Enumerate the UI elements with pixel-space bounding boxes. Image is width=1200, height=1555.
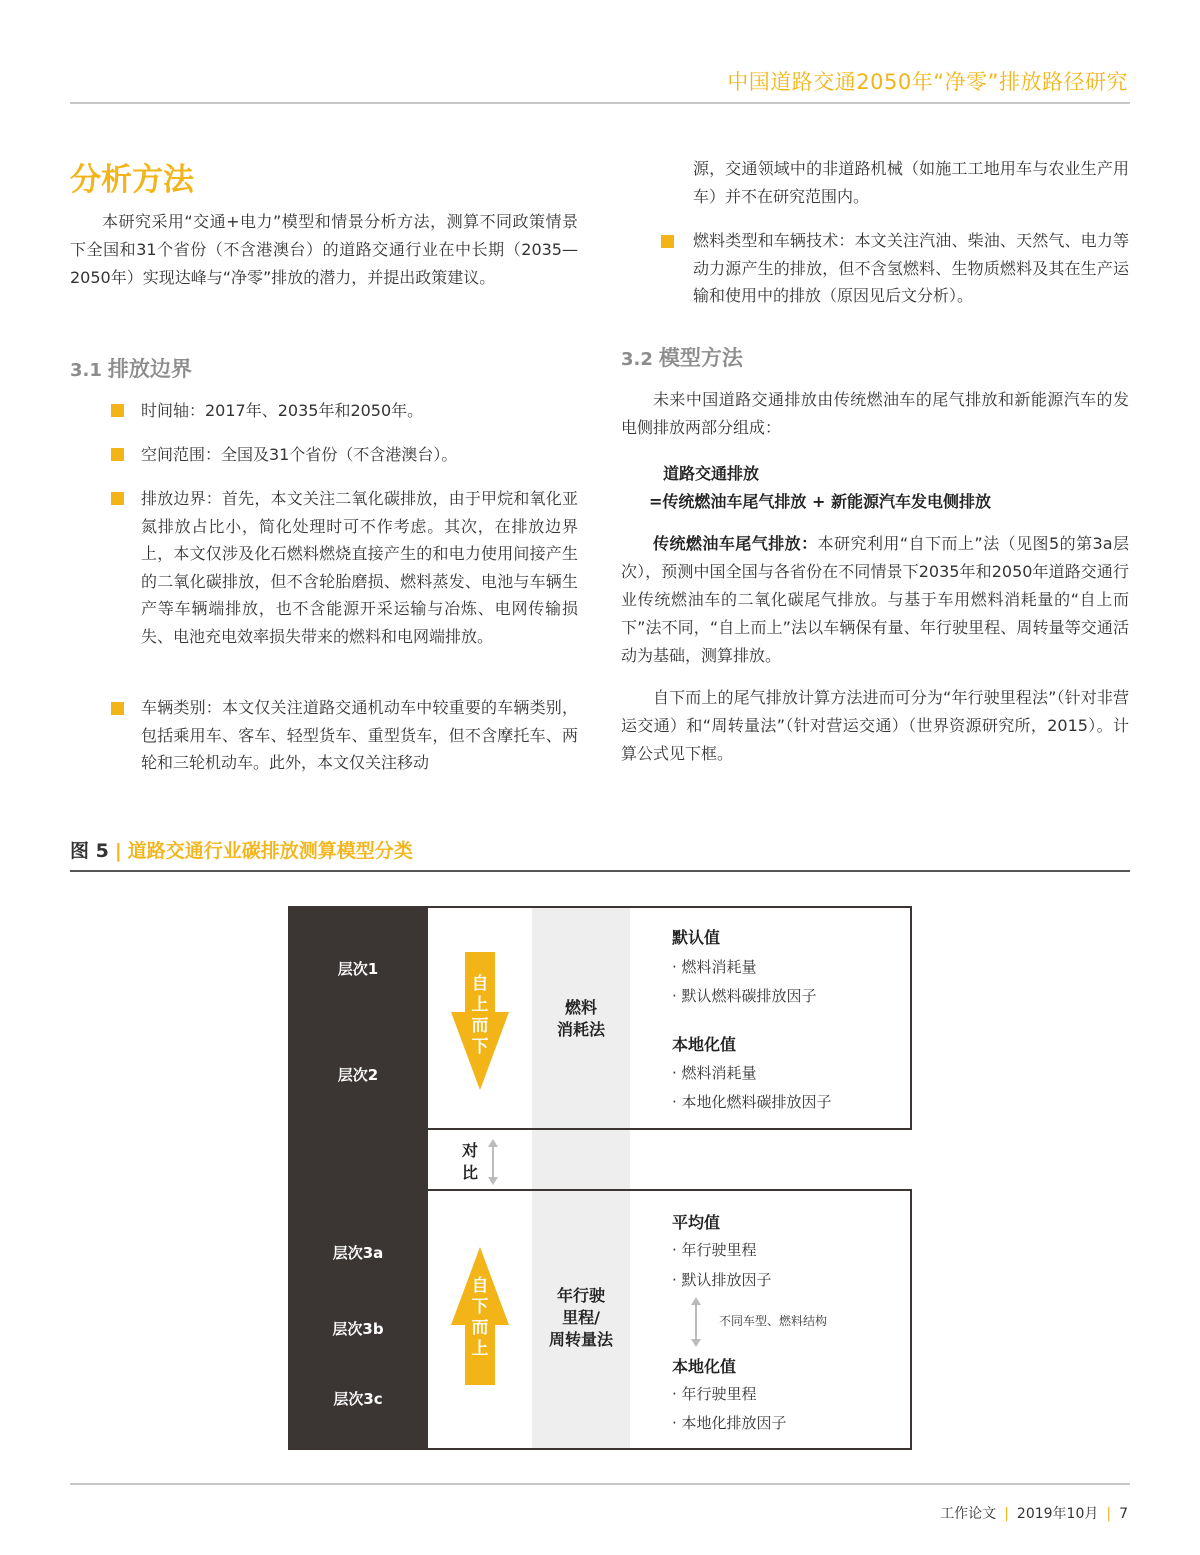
model-paragraph-2-text: 本研究利用“自下而上”法（见图5的第3a层次），预测中国全国与各省份在不同情景下2035年和2050年道路交通行业传统燃油车的二氧化碳尾气排放。与基于车用燃料消耗量的“自上而下”法不同，“自上而上”法以车辆保有量、年行驶里程、周转量等交通活动为基础，测算排放。 — [621, 534, 1129, 665]
bullet-marker — [661, 235, 674, 248]
subsection-number: 3.2 — [621, 349, 653, 370]
localized-value-title-bottom: 本地化值 — [672, 1357, 737, 1376]
model-paragraph-2 — [621, 530, 1129, 670]
localized-value-title: 本地化值 — [672, 1035, 737, 1054]
value-item: · 默认燃料碳排放因子 — [672, 987, 817, 1005]
section-title: 分析方法 — [70, 162, 194, 198]
formula-line-2: =传统燃油车尾气排放 + 新能源汽车发电侧排放 — [649, 492, 991, 511]
bullet-fuel-technology: 燃料类型和车辆技术：本文关注汽油、柴油、天然气、电力等动力源产生的排放，但不含氢燃料、生物质燃料及其在生产运输和使用中的排放（原因见后文分析）。 — [693, 231, 1129, 305]
value-item: · 燃料消耗量 — [672, 958, 757, 976]
bullet-continuation: 源，交通领域中的非道路机械（如施工工地用车与农业生产用车）并不在研究范围内。 — [693, 159, 1129, 206]
footer-separator: | — [1106, 1506, 1112, 1522]
figure-caption — [70, 836, 413, 863]
bullet-marker — [111, 702, 124, 715]
formula-line-1: 道路交通排放 — [663, 464, 760, 483]
model-paragraph-2-lead: 传统燃油车尾气排放： — [653, 534, 818, 553]
header-rule — [70, 102, 1130, 104]
level-3c-label: 层次3c — [333, 1390, 383, 1408]
mileage-turnover-method-label: 年行驶 里程/ 周转量法 — [548, 1286, 613, 1349]
intro-paragraph: 本研究采用“交通+电力”模型和情景分析方法，测算不同政策情景下全国和31个省份（不含港澳台）的道路交通行业在中长期（2035—2050年）实现达峰与“净零”排放的潜力，并提出政策建议。 — [70, 212, 578, 287]
structure-note: 不同车型、燃料结构 — [719, 1314, 828, 1328]
figure-rule — [70, 870, 1130, 872]
level-1-label: 层次1 — [337, 960, 379, 978]
bullet-marker — [111, 492, 124, 505]
top-down-arrow-label: 自 上 而 下 — [471, 974, 489, 1057]
footer-date: 2019年10月 — [1016, 1506, 1099, 1522]
value-item: · 默认排放因子 — [672, 1271, 772, 1289]
caption-separator: | — [114, 840, 122, 862]
value-item: · 年行驶里程 — [672, 1385, 757, 1403]
subsection-3-1-heading — [70, 353, 192, 383]
bottom-up-arrow-label: 自 下 而 上 — [471, 1276, 489, 1359]
value-item: · 本地化排放因子 — [672, 1414, 787, 1432]
structure-double-arrow-icon — [688, 1296, 704, 1348]
level-3b-label: 层次3b — [332, 1320, 384, 1338]
value-item: · 本地化燃料碳排放因子 — [672, 1093, 832, 1111]
footer — [940, 1503, 1128, 1523]
bullet-spatial-scope: 空间范围：全国及31个省份（不含港澳台）。 — [141, 445, 458, 464]
value-item: · 燃料消耗量 — [672, 1064, 757, 1082]
model-paragraph-3: 自下而上的尾气排放计算方法进而可分为“年行驶里程法”（针对非营运交通）和“周转量法”（针对营运交通）（世界资源研究所，2015）。计算公式见下框。 — [621, 688, 1129, 763]
levels-column — [288, 906, 428, 1450]
level-3a-label: 层次3a — [332, 1244, 384, 1262]
compare-label: 对 比 — [461, 1141, 478, 1182]
level-2-label: 层次2 — [337, 1066, 379, 1084]
average-value-title: 平均值 — [672, 1213, 721, 1232]
figure-label: 图 5 — [70, 840, 109, 862]
footer-series: 工作论文 — [940, 1506, 997, 1522]
subsection-number: 3.1 — [70, 360, 102, 381]
bullet-marker — [111, 404, 124, 417]
model-paragraph-1: 未来中国道路交通排放由传统燃油车的尾气排放和新能源汽车的发电侧排放两部分组成： — [621, 390, 1129, 437]
compare-double-arrow-icon — [485, 1138, 501, 1186]
page-number: 7 — [1119, 1506, 1128, 1522]
footer-separator: | — [1004, 1506, 1009, 1522]
default-value-title: 默认值 — [672, 928, 721, 947]
running-header-title: 中国道路交通2050年“净零”排放路径研究 — [727, 70, 1128, 94]
bullet-vehicle-category: 车辆类别：本文仅关注道路交通机动车中较重要的车辆类别，包括乘用车、客车、轻型货车、重型货车，但不含摩托车、两轮和三轮机动车。此外，本文仅关注移动 — [141, 698, 578, 772]
bullet-timeline: 时间轴：2017年、2035年和2050年。 — [141, 401, 424, 420]
figure-title: 道路交通行业碳排放测算模型分类 — [127, 840, 413, 862]
bullet-emission-boundary: 排放边界：首先，本文关注二氧化碳排放，由于甲烷和氧化亚氮排放占比小，简化处理时可不作考虑。其次，在排放边界上，本文仅涉及化石燃料燃烧直接产生的和电力使用间接产生的二氧化碳排放，但不含轮胎磨损、燃料蒸发、电池与车辆生产等车辆端排放，也不含能源开采运输与冶炼、电网传输损失、电池充电效率损失带来的燃料和电网端排放。 — [141, 489, 578, 646]
subsection-3-2-heading — [621, 342, 743, 372]
subsection-title: 排放边界 — [107, 357, 192, 381]
footer-rule — [70, 1483, 1130, 1485]
fuel-consumption-method-label: 燃料 消耗法 — [556, 998, 605, 1039]
value-item: · 年行驶里程 — [672, 1241, 757, 1259]
bullet-marker — [111, 448, 124, 461]
subsection-title: 模型方法 — [658, 346, 743, 370]
